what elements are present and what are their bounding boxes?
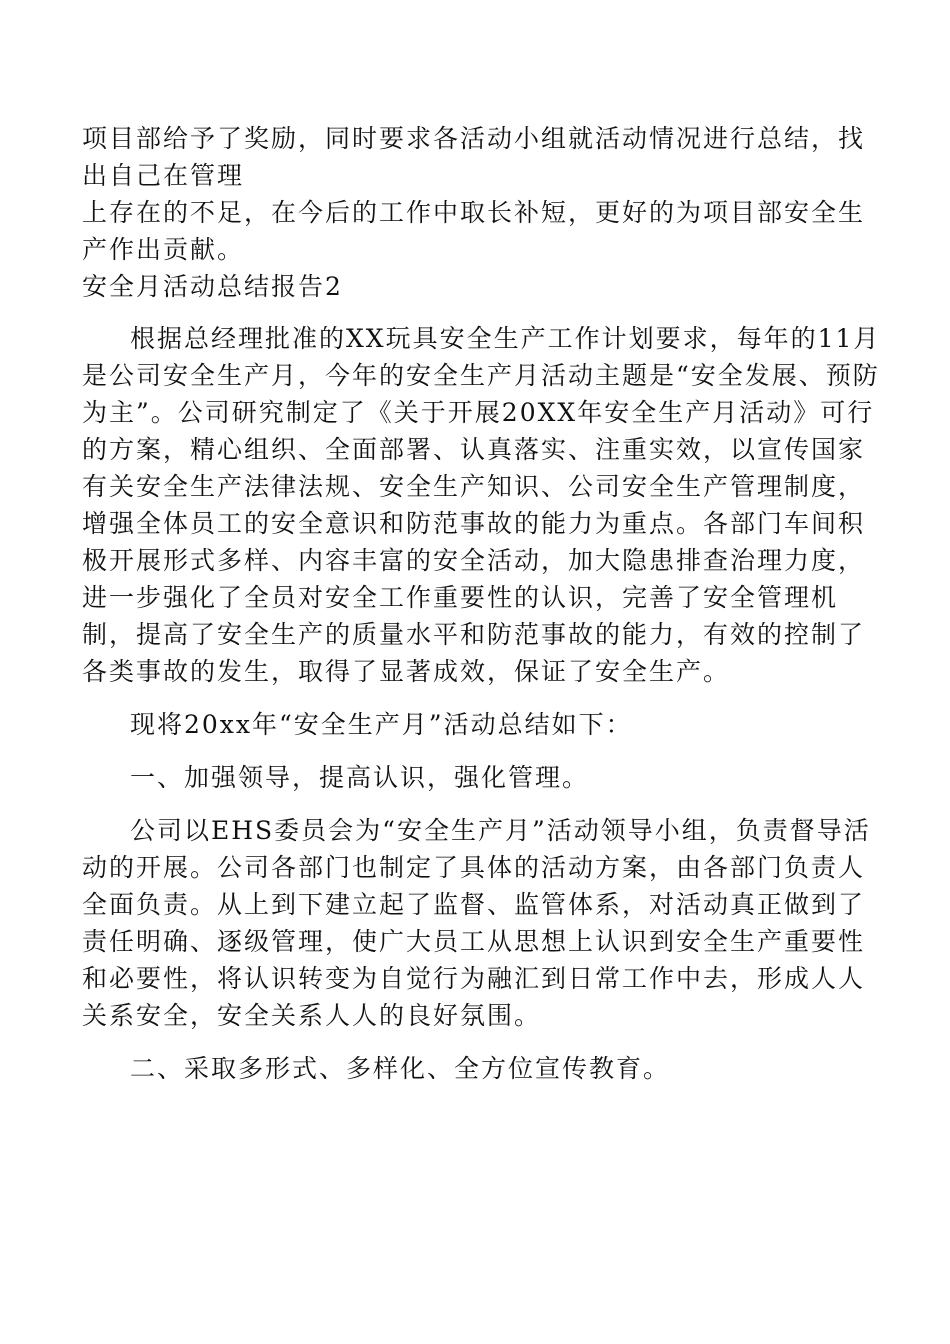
section-heading-2: 二、采取多形式、多样化、全方位宣传教育。	[130, 1054, 671, 1083]
text-line: 项目部给予了奖励，同时要求各活动小组就活动情况进行总结，找出自己在管理	[82, 124, 866, 190]
report-title: 安全月活动总结报告2	[82, 272, 343, 301]
report-body	[82, 320, 882, 1087]
paragraph-summary-lead: 现将20xx年“安全生产月”活动总结如下：	[130, 710, 633, 739]
text-line: 上存在的不足，在今后的工作中取长补短，更好的为项目部安全生产作出贡献。	[82, 198, 866, 264]
paragraph-section-1: 公司以EHS委员会为“安全生产月”活动领导小组，负责督导活动的开展。公司各部门也制定了具体的活动方案，由各部门负责人全面负责。从上到下建立起了监督、监管体系，对活动真正做到了责任明确、逐级管理，使广大员工从思想上认识到安全生产重要性和必要性，将认识转变为自觉行为融汇到日常工作中去，形成人人关系安全，安全关系人人的良好氛围。	[82, 816, 871, 1030]
paragraph-intro: 根据总经理批准的XX玩具安全生产工作计划要求，每年的11月是公司安全生产月，今年的安全生产月活动主题是“安全发展、预防为主”。公司研究制定了《关于开展20XX年安全生产月活动》可行的方案，精心组织、全面部署、认真落实、注重实效，以宣传国家有关安全生产法律法规、安全生产知识、公司安全生产管理制度，增强全体员工的安全意识和防范事故的能力为重点。各部门车间积极开展形式多样、内容丰富的安全活动，加大隐患排查治理力度，进一步强化了全员对安全工作重要性的认识，完善了安全管理机制，提高了安全生产的质量水平和防范事故的能力，有效的控制了各类事故的发生，取得了显著成效，保证了安全生产。	[82, 324, 881, 686]
continued-text	[82, 120, 882, 305]
section-heading-1: 一、加强领导，提高认识，强化管理。	[130, 763, 590, 792]
